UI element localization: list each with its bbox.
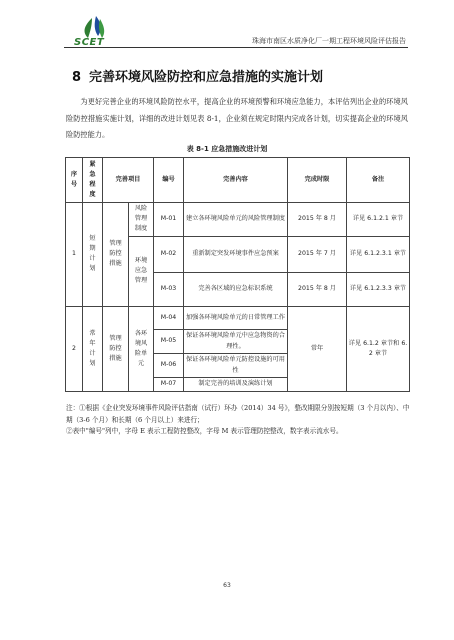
- table-caption: 表 8-1 应急措施改进计划: [186, 145, 268, 153]
- group1-seq: 1: [66, 203, 83, 307]
- header-urgency: 紧急程度: [83, 158, 103, 203]
- group2-content-3: 保证各环境风险单元防控设施的可用性: [184, 354, 288, 378]
- section-title: 完善环境风险防控和应急措施的实施计划: [89, 70, 324, 85]
- group1-category: 管理防控措施: [103, 203, 129, 307]
- logo-text: SCET: [74, 37, 105, 48]
- header-content: 完善内容: [184, 158, 288, 203]
- header-seq: 序号: [66, 158, 83, 203]
- group1-deadline-2: 2015 年 7 月: [288, 237, 347, 273]
- group2-category: 管理防控措施: [103, 307, 129, 392]
- group2-content-4: 制定完善的培训及演练计划: [184, 378, 288, 392]
- header-divider: [64, 47, 408, 48]
- group1-deadline-3: 2015 年 8 月: [288, 273, 347, 307]
- group1-remark-3: 详见 6.1.2.3.3 章节: [347, 273, 410, 307]
- group2-seq: 2: [66, 307, 83, 392]
- improvement-plan-table: [65, 157, 410, 392]
- group1-content-2: 重新制定突发环境事件应急预案: [184, 237, 288, 273]
- group2-deadline: 常年: [288, 307, 347, 392]
- header-items: 完善项目: [103, 158, 154, 203]
- group1-content-3: 完善各区域的应急标识系统: [184, 273, 288, 307]
- group1-remark-2: 详见 6.1.2.3.1 章节: [347, 237, 410, 273]
- group1-content-1: 建立各环境风险单元的风险管理制度: [184, 203, 288, 237]
- group2-content-2: 保证各环境风险单元中应急物资的合理性。: [184, 330, 288, 354]
- note-1: 注：①根据《企业突发环境事件风险评估指南（试行）环办（2014）34 号》，整改期限分别按短期（3 个月以内）、中期（3-6 个月）和长期（6 个月以上）来进行；: [66, 404, 410, 424]
- group1-code-3: M-03: [154, 273, 184, 307]
- group1-deadline-1: 2015 年 8 月: [288, 203, 347, 237]
- group2-remark: 详见 6.1.2 章节和 6.2 章节: [347, 307, 410, 392]
- header-deadline: 完成时限: [288, 158, 347, 203]
- header-code: 编号: [154, 158, 184, 203]
- page-number: 63: [223, 582, 231, 589]
- intro-paragraph: 为更好完善企业的环境风险防控水平，提高企业的环境预警和环境应急能力，本评估列出企业的环境风险防控措施实施计划，详细的改进计划见表 8-1，企业须在规定时限内完成各计划，切实提高企业的环境风险防控能力。: [66, 97, 408, 140]
- group1-urgency: 短期计划: [83, 203, 103, 307]
- note-2: ②表中"编号"列中，字母 E 表示工程防控整改，字母 M 表示管理防控整改，数字表示流水号。: [66, 427, 343, 435]
- group2-sub: 各环境风险单元: [129, 307, 154, 392]
- section-number: 8: [72, 70, 82, 85]
- group2-code-3: M-06: [154, 354, 184, 378]
- group2-code-2: M-05: [154, 330, 184, 354]
- group1-sub-1: 风险管理制度: [129, 203, 154, 237]
- group1-code-2: M-02: [154, 237, 184, 273]
- group2-code-1: M-04: [154, 307, 184, 330]
- group2-urgency: 常年计划: [83, 307, 103, 392]
- section-heading: [72, 66, 323, 85]
- group1-remark-1: 详见 6.1.2.1 章节: [347, 203, 410, 237]
- table-header-row: [66, 158, 410, 203]
- group2-code-4: M-07: [154, 378, 184, 392]
- group2-content-1: 加强各环境风险单元的日常管理工作: [184, 307, 288, 330]
- table-row: [66, 307, 410, 330]
- group1-code-1: M-01: [154, 203, 184, 237]
- table-notes: [66, 403, 412, 438]
- running-header-title: 珠海市南区水质净化厂一期工程环境风险评估报告: [252, 37, 406, 45]
- group1-sub-2: 环境应急管理: [129, 237, 154, 307]
- table-row: [66, 203, 410, 237]
- header-remark: 备注: [347, 158, 410, 203]
